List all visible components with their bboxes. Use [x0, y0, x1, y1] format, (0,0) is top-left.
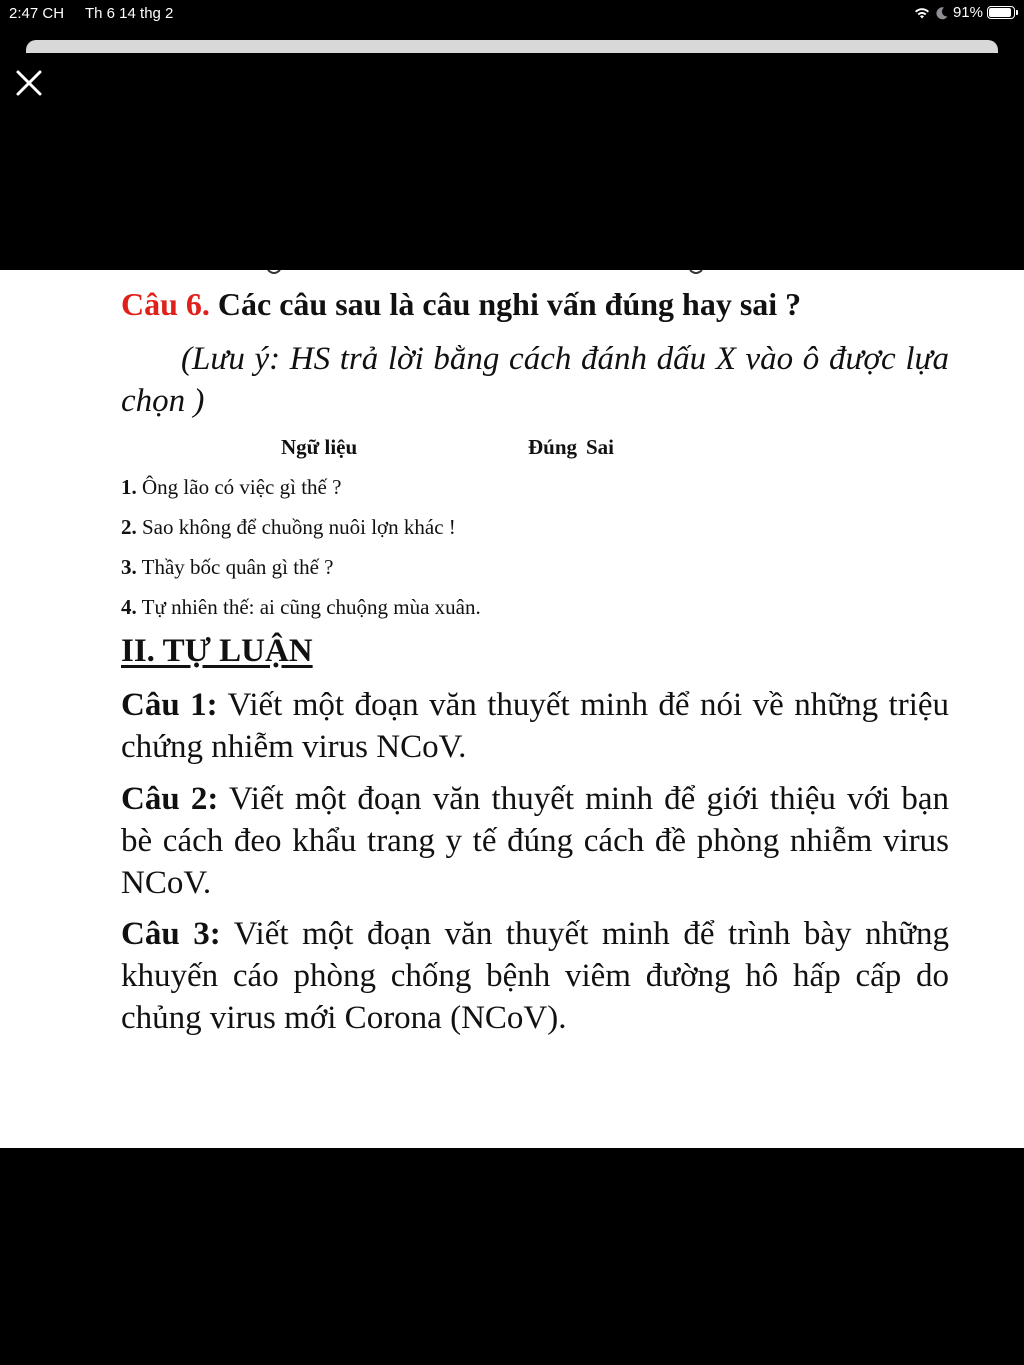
essay-label: Câu 3:	[121, 916, 221, 952]
viewer-bottom-area	[0, 1148, 1024, 1365]
column-header-text: Ngữ liệu	[281, 435, 358, 459]
wifi-icon	[913, 6, 931, 20]
list-item	[121, 595, 481, 620]
essay-text: Viết một đoạn văn thuyết minh để trình bày những khuyến cáo phòng chống bệnh viêm đường hô hấp cấp do chủng virus mới Corona (NCoV).	[121, 916, 949, 1036]
moon-icon	[935, 6, 949, 20]
item-number: 1.	[121, 475, 137, 499]
item-number: 3.	[121, 555, 137, 579]
status-indicators	[913, 4, 1015, 21]
viewer-top-area	[0, 53, 1024, 270]
question-6-heading	[121, 286, 801, 323]
list-item	[121, 555, 333, 580]
item-text: Ông lão có việc gì thế ?	[142, 475, 342, 499]
column-header-false: Sai	[586, 435, 615, 459]
essay-text: Viết một đoạn văn thuyết minh để giới thiệu với bạn bè cách đeo khẩu trang y tế đúng cách đề phòng nhiễm virus NCoV.	[121, 781, 949, 901]
item-number: 2.	[121, 515, 137, 539]
status-bar	[0, 0, 1024, 28]
essay-label: Câu 1:	[121, 687, 218, 723]
close-icon	[12, 66, 46, 100]
column-header-true: Đúng	[528, 435, 578, 459]
document-image	[0, 270, 1024, 1148]
cropped-text-remnant	[0, 270, 1024, 278]
section-title: II. TỰ LUẬN	[121, 633, 313, 669]
battery-fill	[989, 8, 1011, 17]
instruction-note: (Lưu ý: HS trả lời bằng cách đánh dấu X vào ô được lựa chọn )	[121, 341, 949, 419]
item-number: 4.	[121, 595, 137, 619]
list-item	[121, 515, 456, 540]
item-text: Sao không để chuồng nuôi lợn khác !	[142, 515, 456, 539]
item-text: Thầy bốc quân gì thế ?	[141, 555, 334, 579]
list-item	[121, 475, 341, 500]
battery-icon	[987, 6, 1015, 19]
status-time: 2:47 CH	[9, 5, 65, 22]
item-text: Tự nhiên thế: ai cũng chuộng mùa xuân.	[141, 595, 481, 619]
battery-percent: 91%	[952, 4, 983, 21]
question-6-text: Các câu sau là câu nghi vấn đúng hay sai ?	[217, 286, 802, 322]
essay-question-3	[121, 913, 949, 1039]
essay-label: Câu 2:	[121, 781, 219, 817]
status-date: Th 6 14 thg 2	[85, 5, 174, 22]
essay-question-2	[121, 778, 949, 904]
close-button[interactable]	[12, 66, 46, 100]
essay-question-1	[121, 684, 949, 768]
question-6-label: Câu 6.	[121, 286, 210, 322]
essay-text: Viết một đoạn văn thuyết minh để nói về những triệu chứng nhiễm virus NCoV.	[121, 687, 950, 765]
